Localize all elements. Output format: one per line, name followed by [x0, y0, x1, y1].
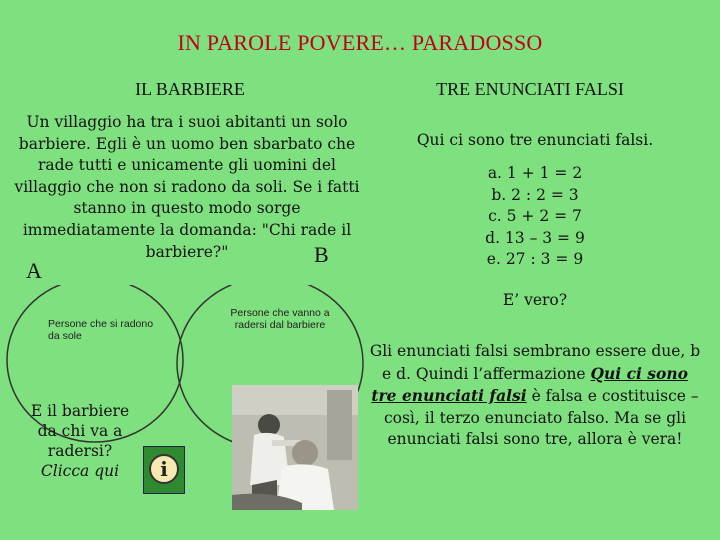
- explanation: [368, 341, 702, 451]
- explanation-part-1: Gli enunciati falsi sembrano essere due, b e d. Quindi l’affermazione: [369, 342, 701, 383]
- barber-story: Un villaggio ha tra i suoi abitanti un solo barbiere. Egli è un uomo ben sbarbato che rade tutti e unicamente gli uomini del villaggio che non si radono da soli. Se i fatti stanno in questo modo sorge immediatamente la domanda: "Chi rade il barbiere?": [14, 113, 360, 261]
- statement-a: a. 1 + 1 = 2: [487, 164, 583, 182]
- explanation-emphasis: Qui ci sono tre enunciati falsi: [371, 363, 688, 406]
- set-a-letter: A: [26, 258, 42, 283]
- statement-c: c. 5 + 2 = 7: [488, 207, 582, 225]
- false-statements-heading: TRE ENUNCIATI FALSI: [436, 79, 624, 99]
- statements-list: [440, 163, 630, 271]
- set-b-label: Persone che vanno a radersi dal barbiere: [230, 307, 330, 331]
- statement-e: e. 27 : 3 = 9: [486, 250, 584, 268]
- click-here-link[interactable]: Clicca qui: [40, 462, 120, 480]
- set-b-letter: B: [314, 242, 329, 267]
- barber-heading: IL BARBIERE: [135, 79, 245, 99]
- barber-photo: [232, 385, 358, 510]
- barber-question-text: E il barbiere da chi va a radersi?: [30, 402, 130, 460]
- info-icon: i: [149, 454, 179, 484]
- is-it-true-question: E’ vero?: [502, 291, 568, 309]
- explanation-part-2: è falsa e costituisce – così, il terzo enunciato falso. Ma se gli enunciati falsi sono tre, allora è vera!: [383, 387, 699, 449]
- barber-question: [25, 401, 135, 481]
- statement-d: d. 13 – 3 = 9: [485, 228, 585, 247]
- page-title: IN PAROLE POVERE… PARADOSSO: [177, 30, 543, 55]
- statements-intro: Qui ci sono tre enunciati falsi.: [416, 131, 654, 149]
- set-a-label: Persone che si radono da sole: [48, 318, 154, 342]
- barber-photo-image: [232, 385, 358, 510]
- info-button[interactable]: [143, 446, 185, 494]
- statement-b: b. 2 : 2 = 3: [491, 185, 579, 204]
